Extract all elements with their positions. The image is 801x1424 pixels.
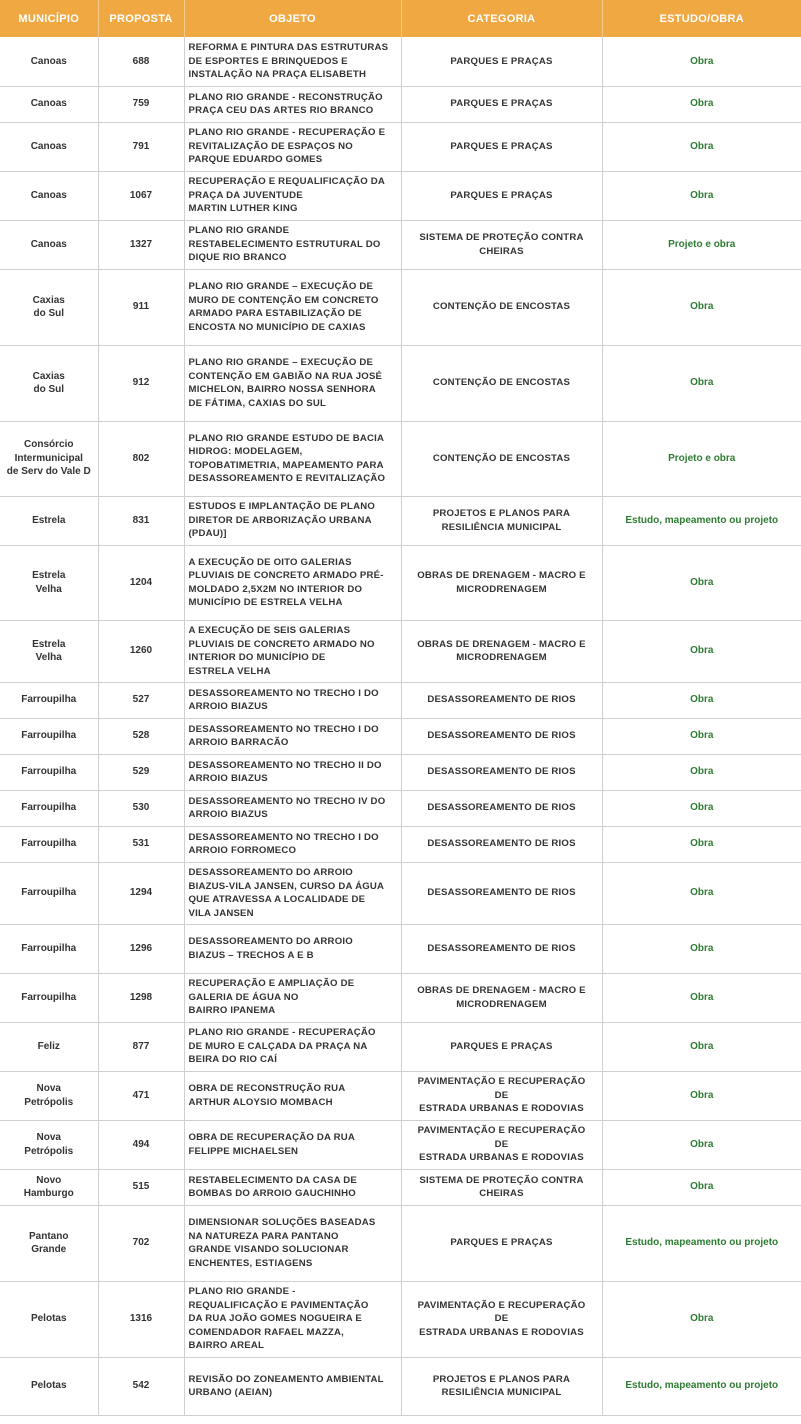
- cell-estudo-obra-text: Obra: [690, 838, 714, 850]
- cell-objeto-text: DIMENSIONAR SOLUÇÕES BASEADAS NA NATUREZA PARA PANTANO GRANDE VISANDO SOLUCIONAR ENCHENTES, ESTIAGENS: [188, 1217, 376, 1269]
- cell-municipio: [0, 620, 98, 682]
- cell-objeto-text: A EXECUÇÃO DE SEIS GALERIAS PLUVIAIS DE CONCRETO ARMADO NO INTERIOR DO MUNICÍPIO DE ESTRELA VELHA: [188, 625, 375, 677]
- table-row: [0, 171, 801, 220]
- cell-objeto: [184, 171, 401, 220]
- table-row: [0, 269, 801, 345]
- cell-objeto: [184, 86, 401, 122]
- cell-proposta-text: 542: [132, 1380, 150, 1392]
- cell-objeto: [184, 1022, 401, 1071]
- cell-estudo-obra: [602, 122, 801, 171]
- cell-proposta: [98, 1205, 184, 1281]
- cell-objeto: [184, 790, 401, 826]
- cell-estudo-obra-text: Obra: [690, 730, 714, 742]
- cell-categoria: [401, 86, 602, 122]
- header-objeto: OBJETO: [184, 0, 401, 37]
- cell-municipio: [0, 37, 98, 86]
- table-row: [0, 421, 801, 496]
- cell-objeto: [184, 682, 401, 718]
- cell-objeto: [184, 754, 401, 790]
- cell-proposta-text: 911: [132, 301, 150, 313]
- cell-proposta-text: 1298: [129, 991, 153, 1003]
- cell-proposta: [98, 620, 184, 682]
- cell-categoria: [401, 1071, 602, 1120]
- cell-proposta-text: 531: [132, 838, 150, 850]
- cell-estudo-obra-text: Obra: [690, 1089, 714, 1101]
- cell-municipio-text: Novo Hamburgo: [23, 1174, 74, 1199]
- cell-proposta: [98, 718, 184, 754]
- cell-proposta: [98, 496, 184, 545]
- cell-proposta: [98, 924, 184, 973]
- cell-categoria-text: PROJETOS E PLANOS PARA RESILIÊNCIA MUNICIPAL: [432, 508, 571, 533]
- cell-municipio-text: Estrela: [32, 514, 66, 526]
- cell-categoria-text: PARQUES E PRAÇAS: [450, 1237, 553, 1249]
- cell-municipio-text: Caxias do Sul: [32, 294, 65, 319]
- cell-categoria-text: DESASSOREAMENTO DE RIOS: [427, 766, 576, 778]
- cell-objeto: [184, 545, 401, 620]
- cell-proposta-text: 528: [132, 730, 150, 742]
- cell-objeto-text: REVISÃO DO ZONEAMENTO AMBIENTAL URBANO (AEIAN): [188, 1373, 384, 1398]
- cell-estudo-obra: [602, 924, 801, 973]
- cell-estudo-obra-text: Obra: [690, 98, 714, 110]
- cell-objeto-text: PLANO RIO GRANDE - REQUALIFICAÇÃO E PAVIMENTAÇÃO DA RUA JOÃO GOMES NOGUEIRA E COMENDADOR RAFAEL MAZZA, BAIRRO AREAL: [188, 1286, 369, 1352]
- cell-municipio: [0, 754, 98, 790]
- cell-estudo-obra-text: Obra: [690, 576, 714, 588]
- cell-categoria: [401, 682, 602, 718]
- table-row: [0, 1022, 801, 1071]
- cell-proposta: [98, 1281, 184, 1357]
- cell-proposta-text: 912: [132, 377, 150, 389]
- cell-objeto: [184, 496, 401, 545]
- cell-municipio: [0, 1281, 98, 1357]
- cell-municipio-text: Farroupilha: [21, 802, 77, 814]
- cell-municipio-text: Farroupilha: [21, 838, 77, 850]
- cell-proposta-text: 831: [132, 514, 150, 526]
- cell-proposta-text: 877: [132, 1040, 150, 1052]
- cell-estudo-obra-text: Obra: [690, 1040, 714, 1052]
- cell-objeto: [184, 973, 401, 1022]
- cell-objeto-text: DESASSOREAMENTO NO TRECHO I DO ARROIO BIAZUS: [188, 687, 379, 712]
- cell-municipio: [0, 345, 98, 421]
- cell-categoria: [401, 220, 602, 269]
- cell-municipio-text: Farroupilha: [21, 887, 77, 899]
- cell-estudo-obra-text: Estudo, mapeamento ou projeto: [625, 1237, 779, 1249]
- cell-proposta: [98, 86, 184, 122]
- cell-objeto: [184, 1120, 401, 1169]
- cell-estudo-obra: [602, 620, 801, 682]
- cell-proposta: [98, 421, 184, 496]
- cell-objeto-text: DESASSOREAMENTO NO TRECHO I DO ARROIO FORROMECO: [188, 831, 379, 856]
- table-row: [0, 37, 801, 86]
- cell-categoria: [401, 1120, 602, 1169]
- cell-estudo-obra-text: Obra: [690, 189, 714, 201]
- cell-estudo-obra: [602, 754, 801, 790]
- header-municipio: MUNICÍPIO: [0, 0, 98, 37]
- cell-estudo-obra-text: Obra: [690, 1138, 714, 1150]
- cell-categoria-text: PAVIMENTAÇÃO E RECUPERAÇÃO DE ESTRADA URBANAS E RODOVIAS: [417, 1076, 586, 1115]
- table-row: [0, 496, 801, 545]
- cell-proposta: [98, 682, 184, 718]
- cell-proposta: [98, 269, 184, 345]
- cell-municipio: [0, 171, 98, 220]
- table-row: [0, 620, 801, 682]
- cell-proposta-text: 1067: [129, 189, 153, 201]
- cell-estudo-obra-text: Obra: [690, 1181, 714, 1193]
- cell-municipio-text: Estrela Velha: [32, 570, 66, 595]
- table-row: [0, 682, 801, 718]
- cell-objeto: [184, 1281, 401, 1357]
- cell-municipio: [0, 1169, 98, 1205]
- header-proposta: PROPOSTA: [98, 0, 184, 37]
- cell-objeto-text: PLANO RIO GRANDE - RECONSTRUÇÃO PRAÇA CEU DAS ARTES RIO BRANCO: [188, 91, 383, 116]
- cell-estudo-obra: [602, 1022, 801, 1071]
- cell-proposta: [98, 545, 184, 620]
- cell-objeto-text: DESASSOREAMENTO NO TRECHO IV DO ARROIO BIAZUS: [188, 795, 386, 820]
- cell-objeto-text: PLANO RIO GRANDE - RECUPERAÇÃO DE MURO E CALÇADA DA PRAÇA NA BEIRA DO RIO CAÍ: [188, 1027, 376, 1066]
- cell-municipio-text: Nova Petrópolis: [24, 1083, 74, 1108]
- header-categoria: CATEGORIA: [401, 0, 602, 37]
- cell-municipio: [0, 1071, 98, 1120]
- cell-municipio-text: Nova Petrópolis: [24, 1132, 74, 1157]
- cell-categoria-text: DESASSOREAMENTO DE RIOS: [427, 730, 576, 742]
- cell-categoria-text: DESASSOREAMENTO DE RIOS: [427, 942, 576, 954]
- cell-proposta-text: 471: [132, 1089, 150, 1101]
- cell-proposta: [98, 1120, 184, 1169]
- cell-objeto: [184, 862, 401, 924]
- cell-municipio-text: Pantano Grande: [29, 1230, 69, 1255]
- cell-proposta: [98, 122, 184, 171]
- cell-municipio-text: Pelotas: [30, 1380, 67, 1392]
- cell-categoria: [401, 826, 602, 862]
- cell-estudo-obra: [602, 171, 801, 220]
- cell-municipio-text: Canoas: [30, 140, 67, 152]
- cell-categoria: [401, 122, 602, 171]
- cell-categoria-text: DESASSOREAMENTO DE RIOS: [427, 838, 576, 850]
- table-row: [0, 924, 801, 973]
- cell-municipio: [0, 122, 98, 171]
- cell-categoria: [401, 620, 602, 682]
- table-row: [0, 1205, 801, 1281]
- cell-proposta-text: 1327: [129, 238, 153, 250]
- cell-estudo-obra: [602, 1205, 801, 1281]
- cell-categoria-text: PROJETOS E PLANOS PARA RESILIÊNCIA MUNICIPAL: [432, 1373, 571, 1398]
- cell-estudo-obra-text: Projeto e obra: [668, 452, 736, 464]
- cell-proposta-text: 1204: [129, 576, 153, 588]
- cell-objeto-text: DESASSOREAMENTO DO ARROIO BIAZUS-VILA JANSEN, CURSO DA ÁGUA QUE ATRAVESSA A LOCALIDADE DE VILA JANSEN: [188, 867, 385, 919]
- cell-objeto: [184, 1357, 401, 1415]
- cell-objeto: [184, 37, 401, 86]
- cell-categoria-text: PARQUES E PRAÇAS: [450, 189, 553, 201]
- cell-estudo-obra-text: Obra: [690, 942, 714, 954]
- cell-estudo-obra-text: Obra: [690, 802, 714, 814]
- cell-proposta-text: 530: [132, 802, 150, 814]
- cell-categoria-text: PAVIMENTAÇÃO E RECUPERAÇÃO DE ESTRADA URBANAS E RODOVIAS: [417, 1299, 586, 1338]
- cell-objeto: [184, 269, 401, 345]
- cell-proposta-text: 494: [132, 1138, 150, 1150]
- cell-estudo-obra: [602, 220, 801, 269]
- cell-estudo-obra-text: Obra: [690, 55, 714, 67]
- cell-proposta-text: 759: [132, 98, 150, 110]
- cell-estudo-obra-text: Obra: [690, 301, 714, 313]
- table-row: [0, 545, 801, 620]
- table-row: [0, 1281, 801, 1357]
- cell-municipio: [0, 862, 98, 924]
- cell-municipio: [0, 269, 98, 345]
- cell-estudo-obra-text: Estudo, mapeamento ou projeto: [625, 514, 779, 526]
- cell-proposta: [98, 220, 184, 269]
- cell-municipio: [0, 826, 98, 862]
- cell-categoria-text: PARQUES E PRAÇAS: [450, 1040, 553, 1052]
- cell-estudo-obra: [602, 37, 801, 86]
- cell-categoria: [401, 269, 602, 345]
- cell-objeto: [184, 924, 401, 973]
- table-body: [0, 37, 801, 1415]
- cell-municipio-text: Estrela Velha: [32, 638, 66, 663]
- cell-objeto-text: PLANO RIO GRANDE RESTABELECIMENTO ESTRUTURAL DO DIQUE RIO BRANCO: [188, 225, 381, 264]
- cell-proposta-text: 1260: [129, 645, 153, 657]
- table-row: [0, 1120, 801, 1169]
- cell-objeto: [184, 122, 401, 171]
- cell-proposta: [98, 790, 184, 826]
- cell-categoria-text: CONTENÇÃO DE ENCOSTAS: [432, 452, 571, 464]
- cell-estudo-obra-text: Obra: [690, 766, 714, 778]
- cell-estudo-obra-text: Projeto e obra: [668, 238, 736, 250]
- cell-estudo-obra: [602, 1120, 801, 1169]
- cell-objeto: [184, 718, 401, 754]
- cell-estudo-obra: [602, 790, 801, 826]
- cell-municipio: [0, 718, 98, 754]
- cell-estudo-obra: [602, 1357, 801, 1415]
- cell-categoria-text: SISTEMA DE PROTEÇÃO CONTRA CHEIRAS: [419, 232, 584, 257]
- cell-estudo-obra: [602, 682, 801, 718]
- table-row: [0, 220, 801, 269]
- cell-categoria-text: SISTEMA DE PROTEÇÃO CONTRA CHEIRAS: [419, 1174, 584, 1199]
- cell-proposta-text: 802: [132, 452, 150, 464]
- cell-proposta-text: 688: [132, 55, 150, 67]
- cell-municipio: [0, 1357, 98, 1415]
- cell-categoria-text: DESASSOREAMENTO DE RIOS: [427, 694, 576, 706]
- cell-municipio: [0, 924, 98, 973]
- cell-categoria: [401, 973, 602, 1022]
- cell-municipio-text: Farroupilha: [21, 730, 77, 742]
- cell-categoria: [401, 754, 602, 790]
- cell-proposta-text: 1294: [129, 887, 153, 899]
- cell-municipio: [0, 790, 98, 826]
- cell-proposta-text: 791: [132, 140, 150, 152]
- cell-categoria-text: OBRAS DE DRENAGEM - MACRO E MICRODRENAGEM: [417, 638, 586, 663]
- table-row: [0, 790, 801, 826]
- cell-objeto: [184, 345, 401, 421]
- cell-proposta-text: 529: [132, 766, 150, 778]
- cell-categoria: [401, 790, 602, 826]
- cell-categoria: [401, 421, 602, 496]
- cell-municipio-text: Consórcio Intermunicipal de Serv do Vale D: [6, 439, 91, 478]
- cell-municipio-text: Farroupilha: [21, 694, 77, 706]
- cell-municipio-text: Canoas: [30, 238, 67, 250]
- cell-estudo-obra: [602, 345, 801, 421]
- cell-proposta: [98, 973, 184, 1022]
- cell-estudo-obra-text: Obra: [690, 645, 714, 657]
- cell-municipio: [0, 682, 98, 718]
- cell-categoria-text: OBRAS DE DRENAGEM - MACRO E MICRODRENAGEM: [417, 570, 586, 595]
- cell-estudo-obra: [602, 86, 801, 122]
- cell-estudo-obra: [602, 496, 801, 545]
- table-row: [0, 754, 801, 790]
- cell-municipio-text: Farroupilha: [21, 991, 77, 1003]
- cell-proposta: [98, 345, 184, 421]
- cell-categoria-text: OBRAS DE DRENAGEM - MACRO E MICRODRENAGEM: [417, 985, 586, 1010]
- cell-objeto-text: DESASSOREAMENTO DO ARROIO BIAZUS – TRECHOS A E B: [188, 936, 353, 961]
- cell-estudo-obra: [602, 1169, 801, 1205]
- cell-estudo-obra: [602, 269, 801, 345]
- cell-proposta: [98, 862, 184, 924]
- cell-estudo-obra: [602, 826, 801, 862]
- cell-municipio: [0, 545, 98, 620]
- cell-objeto-text: RECUPERAÇÃO E REQUALIFICAÇÃO DA PRAÇA DA JUVENTUDE MARTIN LUTHER KING: [188, 176, 385, 215]
- table-row: [0, 122, 801, 171]
- cell-estudo-obra-text: Obra: [690, 377, 714, 389]
- cell-objeto: [184, 1169, 401, 1205]
- cell-objeto-text: PLANO RIO GRANDE - RECUPERAÇÃO E REVITALIZAÇÃO DE ESPAÇOS NO PARQUE EDUARDO GOMES: [188, 127, 386, 166]
- cell-municipio: [0, 973, 98, 1022]
- cell-objeto-text: A EXECUÇÃO DE OITO GALERIAS PLUVIAIS DE CONCRETO ARMADO PRÉ- MOLDADO 2,5X2M NO INTERIOR DO MUNICÍPIO DE ESTRELA VELHA: [188, 556, 384, 608]
- cell-estudo-obra-text: Obra: [690, 887, 714, 899]
- cell-proposta: [98, 171, 184, 220]
- cell-estudo-obra-text: Obra: [690, 1313, 714, 1325]
- table-row: [0, 1169, 801, 1205]
- cell-proposta-text: 702: [132, 1237, 150, 1249]
- cell-objeto-text: PLANO RIO GRANDE – EXECUÇÃO DE MURO DE CONTENÇÃO EM CONCRETO ARMADO PARA ESTABILIZAÇÃO DE ENCOSTA NO MUNICÍPIO DE CAXIAS: [188, 281, 379, 333]
- cell-proposta: [98, 1169, 184, 1205]
- cell-categoria: [401, 171, 602, 220]
- cell-categoria: [401, 924, 602, 973]
- table-row: [0, 345, 801, 421]
- cell-proposta: [98, 826, 184, 862]
- cell-estudo-obra: [602, 718, 801, 754]
- cell-municipio: [0, 220, 98, 269]
- cell-estudo-obra-text: Estudo, mapeamento ou projeto: [625, 1380, 779, 1392]
- cell-municipio-text: Farroupilha: [21, 766, 77, 778]
- cell-categoria: [401, 1169, 602, 1205]
- cell-estudo-obra-text: Obra: [690, 991, 714, 1003]
- table-row: [0, 826, 801, 862]
- cell-objeto: [184, 421, 401, 496]
- cell-categoria-text: PAVIMENTAÇÃO E RECUPERAÇÃO DE ESTRADA URBANAS E RODOVIAS: [417, 1125, 586, 1164]
- cell-municipio: [0, 421, 98, 496]
- cell-categoria-text: PARQUES E PRAÇAS: [450, 98, 553, 110]
- cell-objeto-text: OBRA DE RECUPERAÇÃO DA RUA FELIPPE MICHAELSEN: [188, 1132, 356, 1157]
- cell-estudo-obra: [602, 1071, 801, 1120]
- cell-estudo-obra-text: Obra: [690, 694, 714, 706]
- cell-objeto-text: ESTUDOS E IMPLANTAÇÃO DE PLANO DIRETOR DE ARBORIZAÇÃO URBANA (PDAU)]: [188, 501, 376, 540]
- cell-categoria-text: DESASSOREAMENTO DE RIOS: [427, 802, 576, 814]
- cell-estudo-obra: [602, 862, 801, 924]
- cell-categoria: [401, 545, 602, 620]
- cell-objeto: [184, 620, 401, 682]
- cell-categoria-text: CONTENÇÃO DE ENCOSTAS: [432, 301, 571, 313]
- cell-categoria-text: CONTENÇÃO DE ENCOSTAS: [432, 377, 571, 389]
- cell-estudo-obra: [602, 545, 801, 620]
- cell-proposta-text: 527: [132, 694, 150, 706]
- table-row: [0, 973, 801, 1022]
- cell-categoria: [401, 1281, 602, 1357]
- cell-municipio-text: Canoas: [30, 98, 67, 110]
- cell-categoria-text: PARQUES E PRAÇAS: [450, 55, 553, 67]
- cell-proposta-text: 1316: [129, 1313, 153, 1325]
- cell-categoria-text: DESASSOREAMENTO DE RIOS: [427, 887, 576, 899]
- cell-municipio-text: Caxias do Sul: [32, 370, 65, 395]
- cell-objeto-text: DESASSOREAMENTO NO TRECHO II DO ARROIO BIAZUS: [188, 759, 382, 784]
- table-row: [0, 862, 801, 924]
- cell-objeto-text: REFORMA E PINTURA DAS ESTRUTURAS DE ESPORTES E BRINQUEDOS E INSTALAÇÃO NA PRAÇA ELISABETH: [188, 42, 389, 80]
- table-row: [0, 718, 801, 754]
- cell-objeto-text: PLANO RIO GRANDE ESTUDO DE BACIA HIDROG: MODELAGEM, TOPOBATIMETRIA, MAPEAMENTO PARA DESASSOREAMENTO E REVITALIZAÇÃO: [188, 432, 386, 484]
- cell-municipio-text: Pelotas: [30, 1313, 67, 1325]
- cell-municipio: [0, 1022, 98, 1071]
- cell-municipio: [0, 1120, 98, 1169]
- cell-proposta-text: 1296: [129, 942, 153, 954]
- cell-proposta: [98, 1022, 184, 1071]
- cell-categoria: [401, 718, 602, 754]
- cell-categoria: [401, 37, 602, 86]
- cell-municipio: [0, 86, 98, 122]
- table-row: [0, 86, 801, 122]
- cell-categoria-text: PARQUES E PRAÇAS: [450, 140, 553, 152]
- cell-categoria: [401, 345, 602, 421]
- cell-municipio-text: Canoas: [30, 189, 67, 201]
- cell-estudo-obra: [602, 973, 801, 1022]
- cell-municipio-text: Canoas: [30, 55, 67, 67]
- cell-categoria: [401, 496, 602, 545]
- cell-categoria: [401, 862, 602, 924]
- cell-objeto: [184, 220, 401, 269]
- cell-objeto: [184, 1071, 401, 1120]
- cell-proposta: [98, 37, 184, 86]
- table-row: [0, 1071, 801, 1120]
- cell-objeto-text: RECUPERAÇÃO E AMPLIAÇÃO DE GALERIA DE ÁGUA NO BAIRRO IPANEMA: [188, 978, 355, 1017]
- cell-proposta-text: 515: [132, 1181, 150, 1193]
- cell-municipio: [0, 1205, 98, 1281]
- cell-objeto: [184, 1205, 401, 1281]
- cell-estudo-obra: [602, 1281, 801, 1357]
- cell-categoria: [401, 1357, 602, 1415]
- cell-categoria: [401, 1022, 602, 1071]
- header-estudo-obra: ESTUDO/OBRA: [602, 0, 801, 37]
- cell-proposta: [98, 1357, 184, 1415]
- cell-municipio-text: Feliz: [37, 1040, 60, 1052]
- cell-municipio: [0, 496, 98, 545]
- table-row: [0, 1357, 801, 1415]
- cell-estudo-obra: [602, 421, 801, 496]
- cell-objeto-text: PLANO RIO GRANDE – EXECUÇÃO DE CONTENÇÃO EM GABIÃO NA RUA JOSÉ MICHELON, BAIRRO NOSSA SENHORA DE FÁTIMA, CAXIAS DO SUL: [188, 357, 383, 409]
- cell-proposta: [98, 754, 184, 790]
- cell-municipio-text: Farroupilha: [21, 942, 77, 954]
- cell-objeto-text: DESASSOREAMENTO NO TRECHO I DO ARROIO BARRACÃO: [188, 723, 379, 748]
- cell-estudo-obra-text: Obra: [690, 140, 714, 152]
- cell-proposta: [98, 1071, 184, 1120]
- cell-objeto: [184, 826, 401, 862]
- table-header-row: [0, 0, 801, 37]
- cell-objeto-text: OBRA DE RECONSTRUÇÃO RUA ARTHUR ALOYSIO MOMBACH: [188, 1083, 346, 1108]
- cell-categoria: [401, 1205, 602, 1281]
- cell-objeto-text: RESTABELECIMENTO DA CASA DE BOMBAS DO ARROIO GAUCHINHO: [188, 1174, 358, 1199]
